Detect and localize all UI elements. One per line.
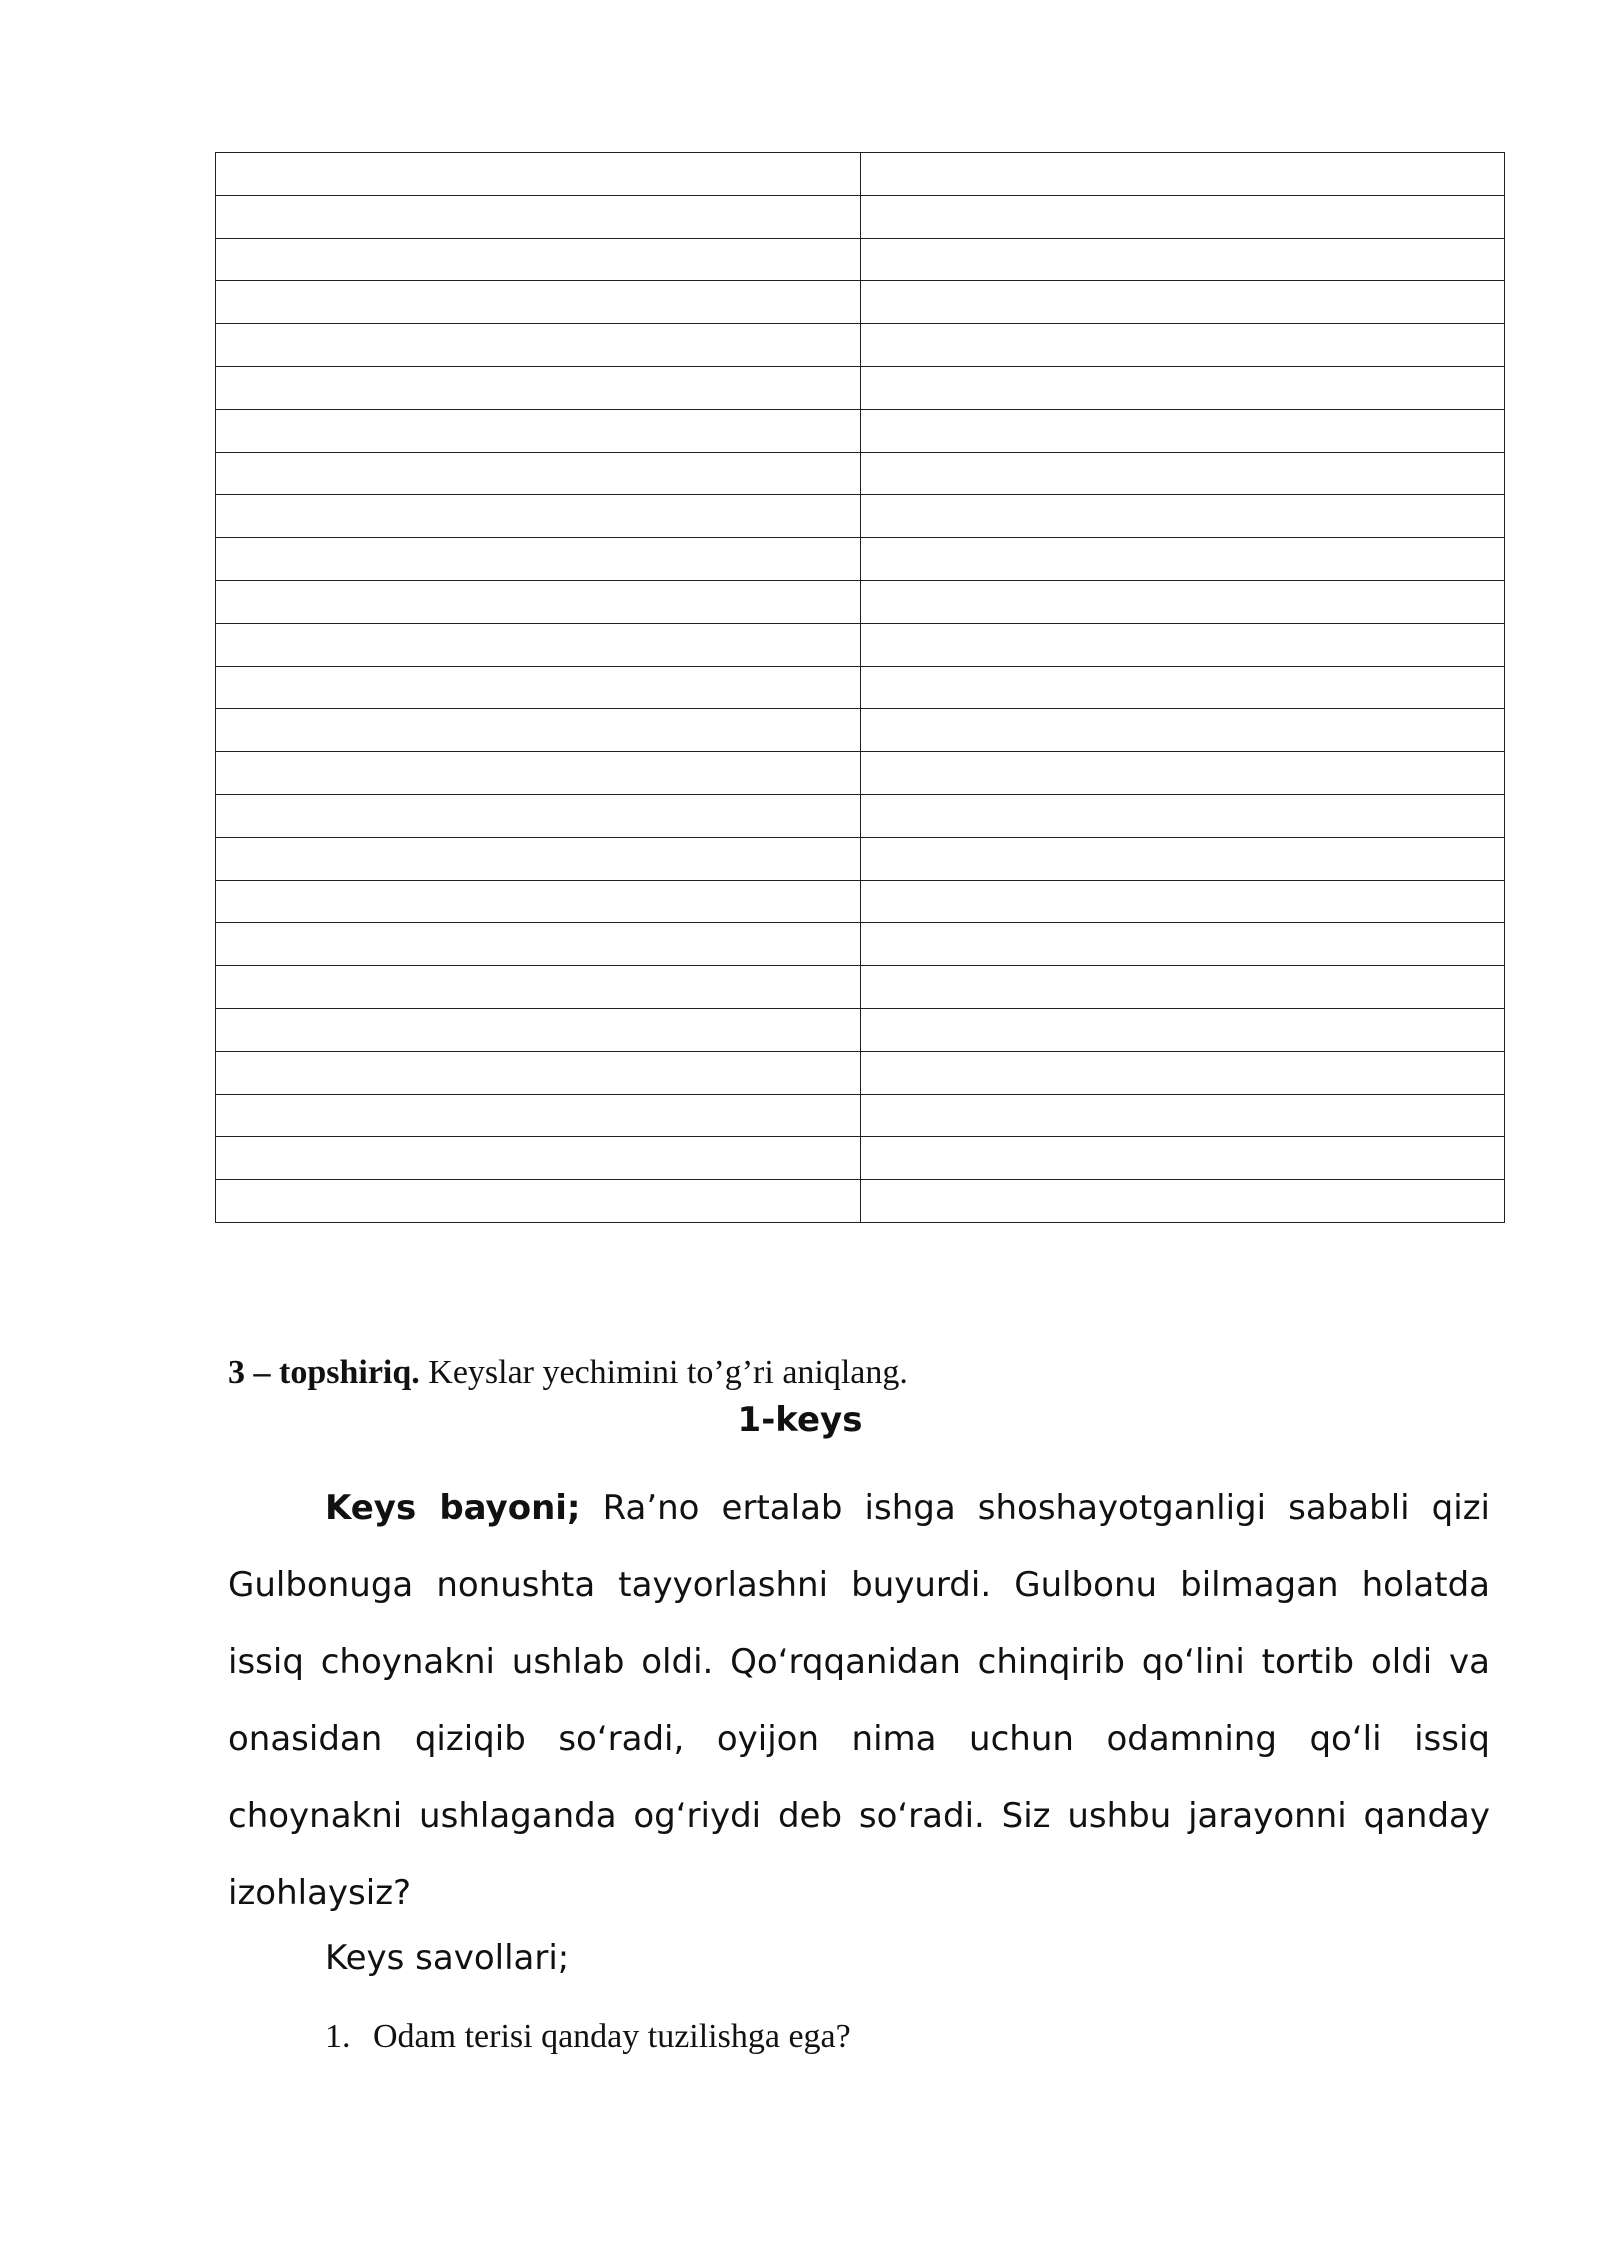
table-row [216,452,1505,495]
table-cell [216,1051,861,1094]
table-row [216,366,1505,409]
blank-table-body [216,153,1505,1223]
blank-table [215,152,1505,1223]
table-row [216,623,1505,666]
case-description [228,1470,1490,1932]
case-title: 1-keys [737,1400,863,1440]
table-cell [216,923,861,966]
table-cell [860,1008,1505,1051]
table-cell [860,195,1505,238]
table-cell [216,1137,861,1180]
table-cell [216,195,861,238]
table-row [216,666,1505,709]
case-question [325,2015,851,2059]
case-questions-title: Keys savollari; [325,1938,570,1978]
task-label: – topshiriq. [245,1354,420,1391]
table-cell [216,1094,861,1137]
table-cell [860,880,1505,923]
table-row [216,1008,1505,1051]
table-cell [216,1008,861,1051]
table-row [216,1137,1505,1180]
task-heading [228,1353,908,1393]
table-cell [860,966,1505,1009]
table-cell [860,495,1505,538]
task-text: Keyslar yechimini to’g’ri aniqlang. [419,1354,908,1391]
question-text: Odam terisi qanday tuzilishga ega? [373,2018,851,2055]
table-cell [860,409,1505,452]
task-number: 3 [228,1354,245,1391]
table-cell [860,837,1505,880]
table-row [216,580,1505,623]
table-cell [860,153,1505,196]
table-row [216,195,1505,238]
table-cell [860,1094,1505,1137]
table-cell [216,966,861,1009]
table-row [216,409,1505,452]
question-number: 1. [325,2018,351,2055]
table-row [216,880,1505,923]
table-row [216,923,1505,966]
table-cell [216,409,861,452]
case-lead: Keys bayoni; [325,1488,581,1528]
table-cell [216,794,861,837]
table-row [216,1094,1505,1137]
table-cell [860,709,1505,752]
table-row [216,1180,1505,1223]
table-cell [860,1137,1505,1180]
table-cell [860,238,1505,281]
table-cell [860,366,1505,409]
table-cell [216,452,861,495]
table-cell [216,752,861,795]
table-cell [216,495,861,538]
table-cell [860,1051,1505,1094]
table-cell [860,923,1505,966]
table-row [216,752,1505,795]
table-cell [216,837,861,880]
table-row [216,794,1505,837]
table-row [216,238,1505,281]
table-row [216,1051,1505,1094]
table-cell [860,666,1505,709]
table-cell [216,709,861,752]
table-row [216,495,1505,538]
case-body-text: Ra’no ertalab ishga shoshayotganligi sababli qizi Gulbonuga nonushta tayyorlashni buyurdi. Gulbonu bilmagan holatda issiq choynakni ushlab oldi. Qoʻrqqanidan chinqirib qoʻlini tortib oldi va onasidan qiziqib soʻradi, oyijon nima uchun odamning qoʻli issiq choynakni ushlaganda ogʻriydi deb soʻradi. Siz ushbu jarayonni qanday izohlaysiz? [228,1488,1490,1913]
table-cell [860,794,1505,837]
table-cell [216,153,861,196]
table-cell [216,1180,861,1223]
table-cell [860,281,1505,324]
table-cell [216,281,861,324]
table-row [216,324,1505,367]
table-row [216,837,1505,880]
table-cell [860,623,1505,666]
table-cell [216,623,861,666]
table-row [216,153,1505,196]
table-row [216,538,1505,581]
table-row [216,966,1505,1009]
table-cell [216,580,861,623]
table-cell [216,238,861,281]
table-cell [216,880,861,923]
table-row [216,709,1505,752]
table-cell [216,366,861,409]
table-cell [216,666,861,709]
table-cell [216,538,861,581]
table-cell [860,1180,1505,1223]
table-cell [860,580,1505,623]
table-cell [860,452,1505,495]
table-row [216,281,1505,324]
table-cell [860,324,1505,367]
table-cell [216,324,861,367]
table-cell [860,752,1505,795]
table-cell [860,538,1505,581]
